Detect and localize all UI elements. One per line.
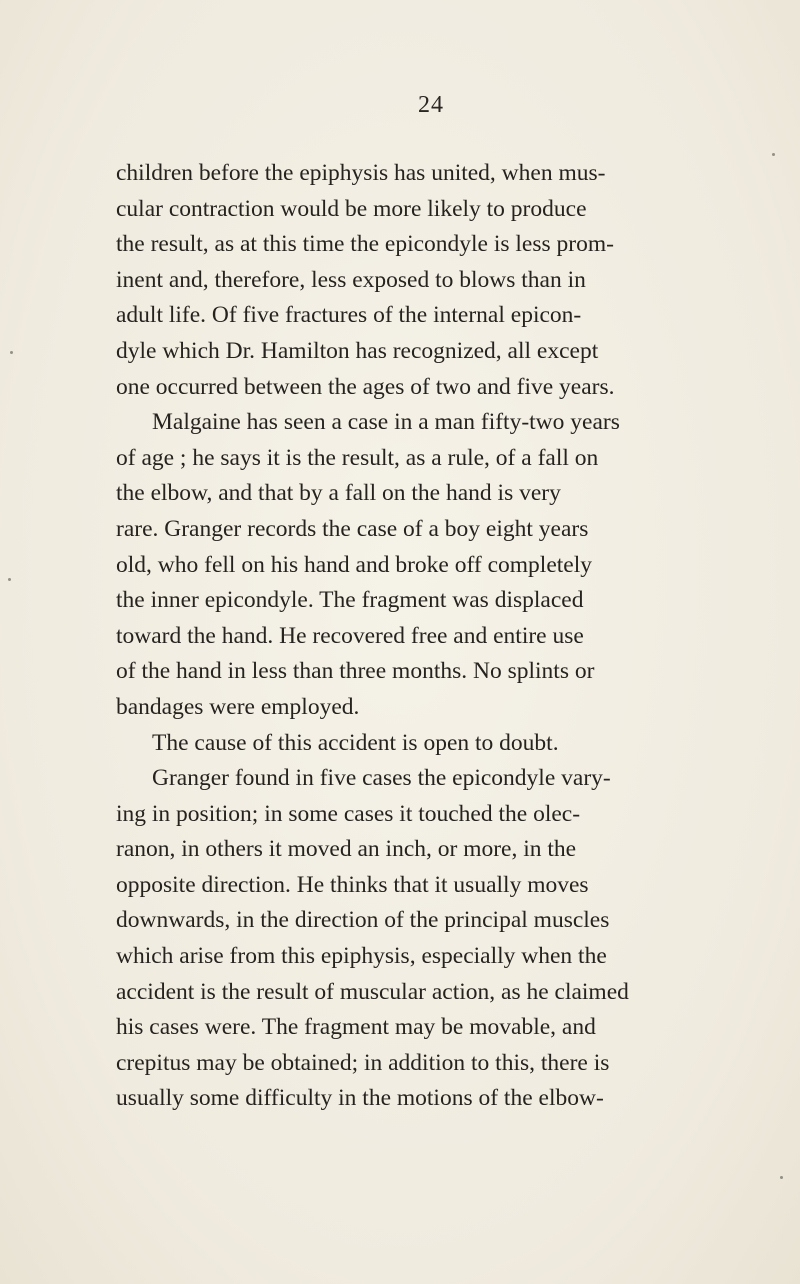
text-line: opposite direction. He thinks that it usually moves (116, 871, 589, 898)
text-line: downwards, in the direction of the principal muscles (116, 907, 610, 934)
text-line: Granger found in five cases the epicondyle vary- (152, 765, 611, 792)
text-line: usually some difficulty in the motions of the elbow- (116, 1085, 604, 1112)
text-line: old, who fell on his hand and broke off completely (116, 551, 592, 578)
text-line: dyle which Dr. Hamilton has recognized, all except (116, 337, 599, 364)
body-text (116, 156, 800, 1117)
text-line: rare. Granger records the case of a boy eight years (116, 515, 589, 542)
text-line: Malgaine has seen a case in a man fifty-two years (152, 409, 620, 436)
page-number: 24 (418, 92, 444, 118)
text-line: of age ; he says it is the result, as a rule, of a fall on (116, 444, 599, 471)
paper-speck (8, 578, 11, 581)
text-line: the inner epicondyle. The fragment was displaced (116, 587, 584, 614)
text-line: of the hand in less than three months. No splints or (116, 658, 595, 685)
text-line: toward the hand. He recovered free and entire use (116, 622, 584, 649)
text-line: crepitus may be obtained; in addition to this, there is (116, 1049, 610, 1076)
text-line: ing in position; in some cases it touched the olec- (116, 800, 581, 827)
text-line: his cases were. The fragment may be movable, and (116, 1014, 596, 1041)
text-line: adult life. Of five fractures of the internal epicon- (116, 302, 582, 329)
paper-speck (772, 153, 775, 156)
text-line: one occurred between the ages of two and five years. (116, 373, 615, 400)
text-line: inent and, therefore, less exposed to blows than in (116, 266, 586, 293)
text-line: accident is the result of muscular action, as he claimed (116, 978, 629, 1005)
text-line: The cause of this accident is open to doubt. (152, 729, 559, 756)
text-line: the elbow, and that by a fall on the hand is very (116, 480, 561, 507)
text-line: ranon, in others it moved an inch, or more, in the (116, 836, 577, 863)
text-line: bandages were employed. (116, 693, 360, 720)
text-line: which arise from this epiphysis, especially when the (116, 943, 607, 970)
text-line: the result, as at this time the epicondyle is less prom- (116, 231, 614, 258)
text-line: cular contraction would be more likely to produce (116, 195, 587, 222)
text-line: children before the epiphysis has united, when mus- (116, 160, 606, 186)
paper-speck (10, 351, 13, 354)
paper-speck (780, 1176, 783, 1179)
